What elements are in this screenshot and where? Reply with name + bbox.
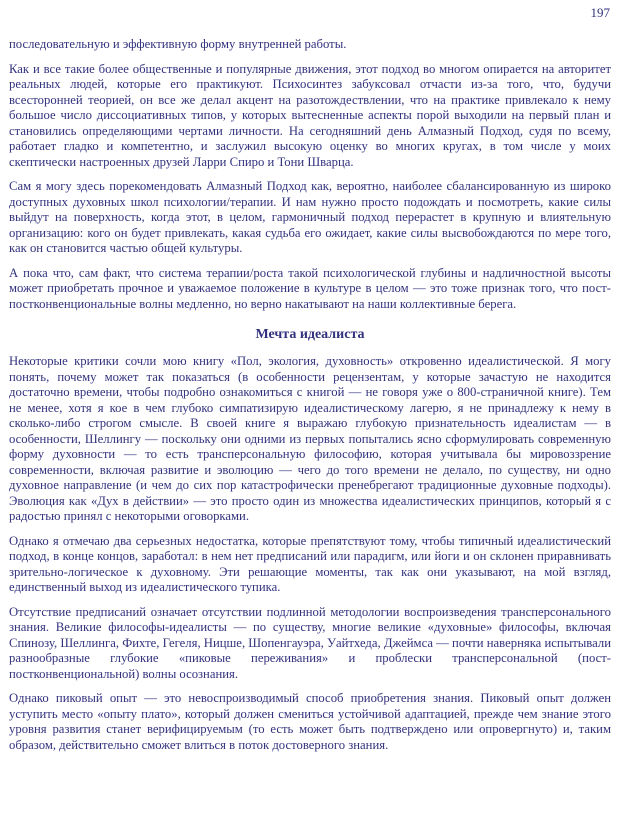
paragraph: Как и все такие более общественные и популярные движения, этот подход во многом опирается на авторитет реальных людей, которые его практикуют. Психосинтез забуксовал отчасти из-за того, что, будучи всесторонней теорией, он все же делал акцент на разотождествлении, что на практике привлекало к нему большое число диссоциативных типов, у которых вытесненные аспекты порой выходили на первый план и становились определяющими чертами личности. На сегодняшний день Алмазный Подход, судя по всему, работает гладко и компетентно, и заслужил высокую оценку во многих кругах, в том числе у моих скептически настроенных друзей Ларри Спиро и Тони Шварца.	[9, 61, 611, 169]
paragraph: Сам я могу здесь порекомендовать Алмазный Подход как, вероятно, наиболее сбалансированную из широко доступных духовных школ психологии/терапии. И нам нужно просто подождать и посмотреть, какие силы выйдут на поверхность, когда этот, в целом, гармоничный подход перерастет в крупную и влиятельную организацию: кого он будет привлекать, какая судьба его ожидает, какие силы высвобождаются по мере того, как он становится частью общей культуры.	[9, 179, 611, 255]
section-heading: Мечта идеалиста	[255, 327, 365, 342]
paragraph: Однако я отмечаю два серьезных недостатка, которые препятствуют тому, чтобы типичный идеалистический подход, в конце концов, заработал: в нем нет предписаний или парадигм, или йоги и он склонен приравнивать зрительно-логическое к духовному. Эти решающие моменты, так как они указывают, на мой взгляд, единственный выход из идеалистического тупика.	[9, 533, 611, 594]
paragraph: Однако пиковый опыт — это невоспроизводимый способ приобретения знания. Пиковый опыт должен уступить место «опыту плато», который должен смениться устойчивой адаптацией, прежде чем знание этого уровня развития станет верифицируемым (то есть может быть подтверждено или опровергнуто) и, таким образом, действительно сможет влиться в поток достоверного знания.	[9, 691, 611, 752]
paragraph: последовательную и эффективную форму внутренней работы.	[9, 37, 347, 51]
paragraph: Некоторые критики сочли мою книгу «Пол, экология, духовность» откровенно идеалистической. Я могу понять, почему может так показаться (в особенности рецензентам, у которые зачастую не находится достаточно времени, чтобы подробно ознакомиться с книгой — не говоря уже о 800-страничной книге). Тем не менее, хотя я кое в чем глубоко симпатизирую идеалистическому лагерю, я не принадлежу к нему в сколько-либо строгом смысле. В своей книге я выражаю глубокую признательность идеалистам — в особенности, Шеллингу — поскольку они одними из первых попытались ясно сформулировать современную форму духовности — то есть трансперсональную философию, которая учитывала бы мировоззрение современности, включая развитие и эволюцию — чего до того времени не делало, по существу, ни одно духовное направление (и чем до сих пор катастрофически пренебрегают традиционные духовные подходы). Эволюция как «Дух в действии» — это просто один из множества идеалистических принципов, который я с радостью принял с некоторыми оговорками.	[9, 354, 611, 523]
paragraph: А пока что, сам факт, что система терапии/роста такой психологической глубины и надличностной высоты может приобретать прочное и уважаемое положение в культуре в целом — это тоже признак того, что пост-постконвенциональные волны медленно, но верно накатывают на наши коллективные берега.	[9, 265, 611, 311]
page-number: 197	[590, 5, 610, 20]
paragraph: Отсутствие предписаний означает отсутствии подлинной методологии воспроизведения трансперсонального знания. Великие философы-идеалисты — по существу, многие великие «духовные» философы, включая Спинозу, Шеллинга, Фихте, Гегеля, Ницше, Шопенгауэра, Уайтхеда, Джеймса — почти наверняка испытывали разнообразные глубокие «пиковые переживания» и проблески трансперсональной (пост-постконвенциональной) волны осознания.	[9, 604, 611, 681]
